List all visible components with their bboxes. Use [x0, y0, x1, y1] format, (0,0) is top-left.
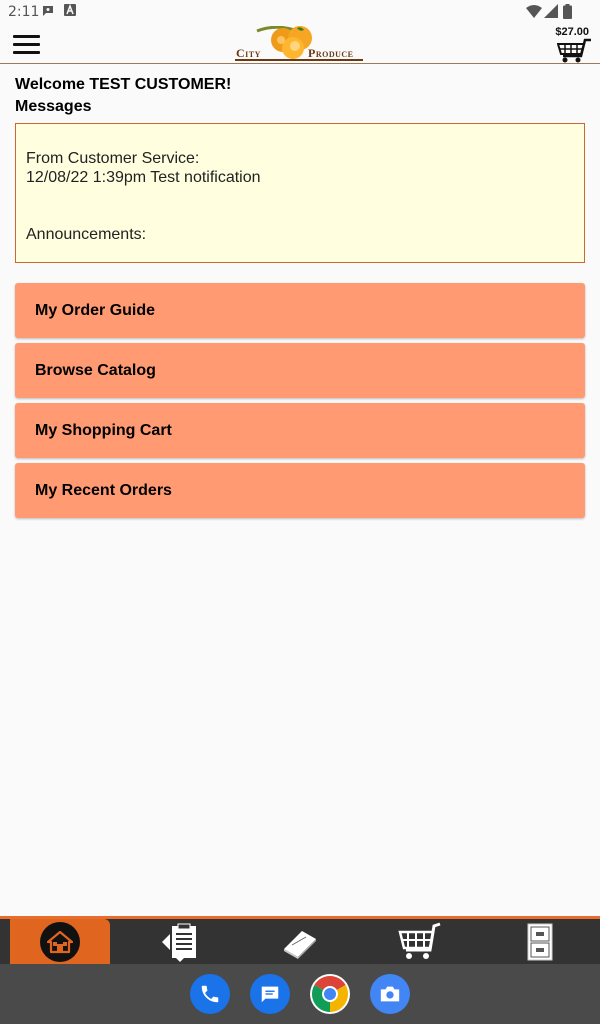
cell-signal-icon: [544, 4, 558, 18]
file-cabinet-icon: [527, 923, 553, 961]
phone-icon[interactable]: [190, 974, 230, 1014]
message-box: [15, 123, 585, 263]
announcements-label: Announcements:: [26, 226, 147, 243]
cart-total[interactable]: $27.00: [555, 26, 589, 38]
tab-home[interactable]: [10, 919, 110, 964]
logo-text-left: City: [236, 46, 261, 60]
battery-icon: [563, 4, 572, 19]
tab-catalog[interactable]: [250, 919, 350, 964]
status-bar: [0, 0, 600, 24]
shopping-cart-icon: [398, 922, 442, 962]
bottom-tab-bar: [0, 916, 600, 964]
message-notification-icon: [41, 4, 55, 18]
browse-catalog-button[interactable]: Browse Catalog: [15, 343, 585, 398]
app-header: [0, 24, 600, 64]
tab-order-guide[interactable]: [130, 919, 230, 964]
logo-text-right: Produce: [308, 46, 354, 60]
my-order-guide-button[interactable]: My Order Guide: [15, 283, 585, 338]
welcome-text: Welcome TEST CUSTOMER!: [15, 76, 232, 93]
order-guide-clipboard-icon: [158, 922, 202, 962]
chrome-icon[interactable]: [310, 974, 350, 1014]
tab-cart[interactable]: [370, 919, 470, 964]
wifi-icon: [526, 4, 542, 18]
camera-icon[interactable]: [370, 974, 410, 1014]
message-source: From Customer Service:: [26, 150, 200, 167]
android-dock: [0, 964, 600, 1024]
home-icon: [40, 922, 80, 962]
my-shopping-cart-button[interactable]: My Shopping Cart: [15, 403, 585, 458]
messages-icon[interactable]: [250, 974, 290, 1014]
catalog-book-icon: [280, 925, 320, 959]
my-recent-orders-button[interactable]: My Recent Orders: [15, 463, 585, 518]
message-text: 12/08/22 1:39pm Test notification: [26, 169, 261, 186]
tab-file-cabinet[interactable]: [490, 919, 590, 964]
messages-heading: Messages: [15, 98, 92, 115]
hamburger-menu-icon[interactable]: [13, 35, 40, 54]
shopping-cart-icon[interactable]: [557, 38, 591, 64]
status-time: 2:11: [8, 4, 40, 20]
a-box-icon: [64, 4, 76, 16]
